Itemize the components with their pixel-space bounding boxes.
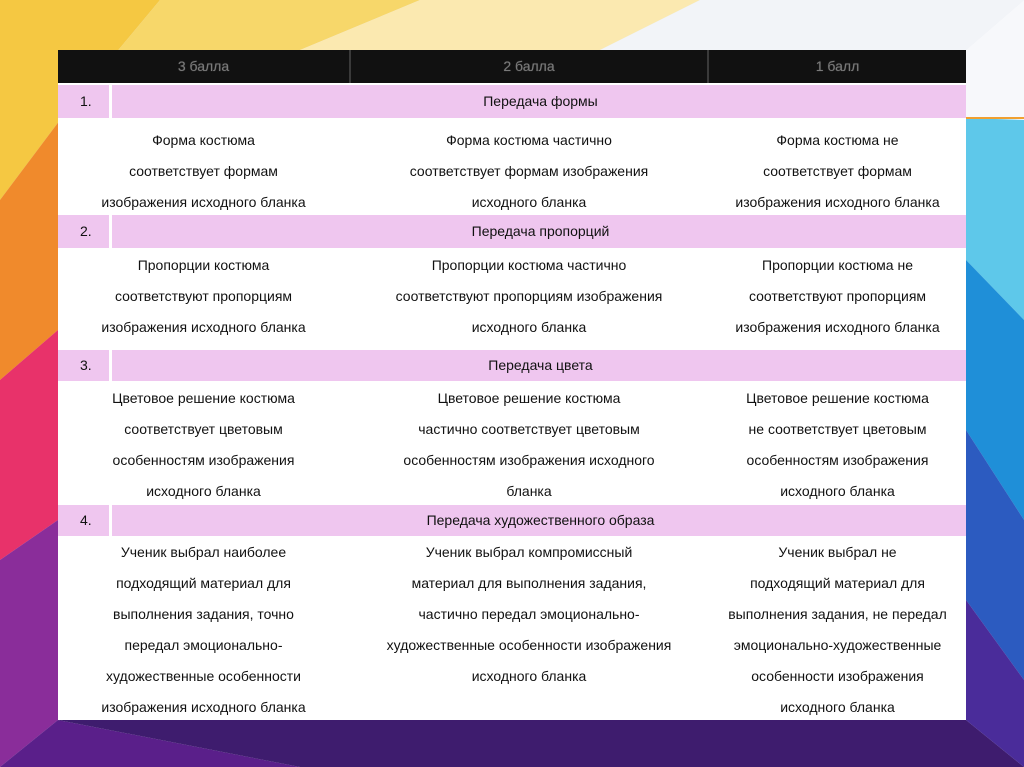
section-number: 3. [58,350,112,381]
criteria-cell-1: Ученик выбрал не подходящий материал для выполнения задания, не передал эмоционально-художественные особенности изображения исходного бланка [728,544,947,715]
section-number: 1. [58,85,112,118]
criteria-row-color [58,382,966,505]
table-header [58,50,966,83]
column-header-2-points: 2 балла [503,58,555,74]
criteria-cell-3: Цветовое решение костюма соответствует цветовым особенностям изображения исходного бланка [112,390,295,499]
section-number: 4. [58,505,112,536]
criteria-cell-3: Ученик выбрал наиболее подходящий материал для выполнения задания, точно передал эмоционально- художественные особенности изображения исходного бланка [101,544,306,715]
criteria-table [58,50,966,720]
section-title: Передача формы [483,93,598,109]
criteria-cell-1: Цветовое решение костюма не соответствует цветовым особенностям изображения исходного бланка [746,390,929,499]
column-header-3-points: 3 балла [177,58,230,74]
accent-line [966,117,1024,119]
criteria-cell-2: Ученик выбрал компромиссный материал для выполнения задания, частично передал эмоционально- художественные особенности изображения исходного бланка [386,544,672,684]
criteria-row-form [58,123,966,216]
criteria-cell-2: Форма костюма частично соответствует формам изображения исходного бланка [409,132,649,210]
section-row-proportions [58,215,966,248]
section-number: 2. [58,215,112,248]
criteria-row-artistic-image [58,537,966,720]
criteria-cell-2: Пропорции костюма частично соответствуют пропорциям изображения исходного бланка [395,257,663,335]
criteria-row-proportions [58,250,966,348]
section-title: Передача пропорций [471,223,610,239]
section-title: Передача художественного образа [426,512,655,528]
criteria-cell-1: Пропорции костюма не соответствуют пропорциям изображения исходного бланка [735,257,940,335]
criteria-cell-2: Цветовое решение костюма частично соответствует цветовым особенностям изображения исходного бланка [403,390,655,499]
criteria-cell-3: Форма костюма соответствует формам изображения исходного бланка [101,132,306,210]
section-row-artistic-image [58,505,966,536]
section-row-color [58,350,966,381]
section-row-form [58,85,966,118]
column-header-1-point: 1 балл [815,58,860,74]
criteria-cell-3: Пропорции костюма соответствуют пропорциям изображения исходного бланка [101,257,306,335]
section-title: Передача цвета [488,357,593,373]
criteria-cell-1: Форма костюма не соответствует формам изображения исходного бланка [735,132,940,210]
